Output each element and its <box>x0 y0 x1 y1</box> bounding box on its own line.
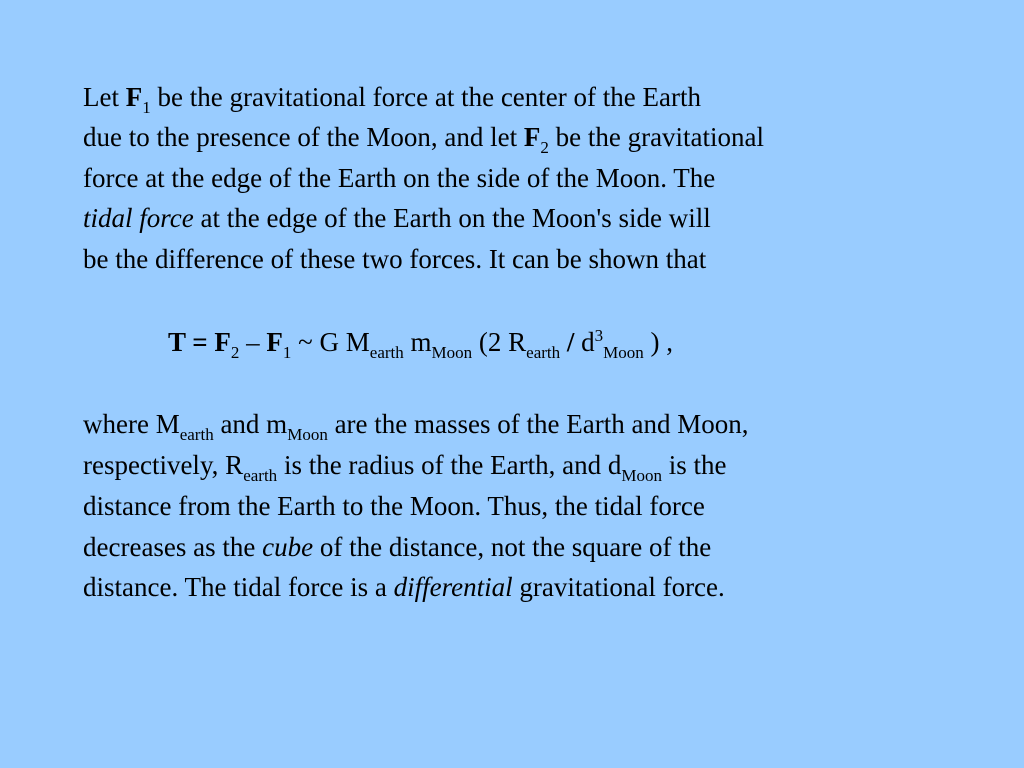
symbol-F1: F <box>125 82 143 112</box>
para2-line3: distance from the Earth to the Moon. Thus, the tidal force <box>83 491 705 521</box>
subscript: 1 <box>142 98 151 117</box>
para1-line4 <box>83 203 711 233</box>
para2-line1 <box>83 409 749 444</box>
eq-paren: (2 R <box>472 327 527 357</box>
text: at the edge of the Earth on the Moon's side will <box>193 203 711 233</box>
subscript: 1 <box>282 343 292 362</box>
subscript: Moon <box>431 343 473 362</box>
subscript: 2 <box>230 343 240 362</box>
eq-approx: ~ G M <box>291 327 370 357</box>
para2-line5 <box>83 572 725 602</box>
eq-end: ) , <box>643 327 674 357</box>
eq-m: m <box>403 327 432 357</box>
superscript: 3 <box>594 326 604 345</box>
para2-line4 <box>83 532 711 562</box>
para1-line1 <box>83 82 701 117</box>
para2-line2 <box>83 450 727 485</box>
subscript: earth <box>526 343 561 362</box>
subscript: earth <box>243 466 278 485</box>
text: due to the presence of the Moon, and let <box>83 122 524 152</box>
text: respectively, R <box>83 450 244 480</box>
subscript: earth <box>179 425 214 444</box>
eq-slash: / <box>560 327 582 357</box>
eq-lhs: T = F <box>168 327 231 357</box>
text: is the <box>661 450 727 480</box>
text: gravitational force. <box>512 572 725 602</box>
subscript: earth <box>369 343 404 362</box>
text: is the radius of the Earth, and d <box>277 450 622 480</box>
text: Let <box>83 82 126 112</box>
subscript: Moon <box>287 425 328 444</box>
italic-term-tidal-force: tidal force <box>83 203 194 233</box>
text: where M <box>83 409 180 439</box>
eq-minus: – <box>239 327 267 357</box>
text: are the masses of the Earth and Moon, <box>327 409 749 439</box>
subscript: Moon <box>621 466 662 485</box>
text: be the gravitational <box>548 122 765 152</box>
para1-line3: force at the edge of the Earth on the side of the Moon. The <box>83 163 716 193</box>
text: decreases as the <box>83 532 263 562</box>
subscript: 2 <box>540 138 549 157</box>
text: of the distance, not the square of the <box>313 532 712 562</box>
eq-F: F <box>266 327 283 357</box>
italic-term-differential: differential <box>393 572 513 602</box>
text: distance. The tidal force is a <box>83 572 394 602</box>
tidal-force-equation <box>168 326 674 362</box>
eq-d: d <box>581 327 595 357</box>
subscript: Moon <box>603 343 644 362</box>
para1-line2 <box>83 122 765 157</box>
text: be the gravitational force at the center of the Earth <box>150 82 701 112</box>
text: and m <box>213 409 288 439</box>
para1-line5: be the difference of these two forces. It can be shown that <box>83 244 707 274</box>
italic-term-cube: cube <box>262 532 314 562</box>
symbol-F2: F <box>523 122 541 152</box>
